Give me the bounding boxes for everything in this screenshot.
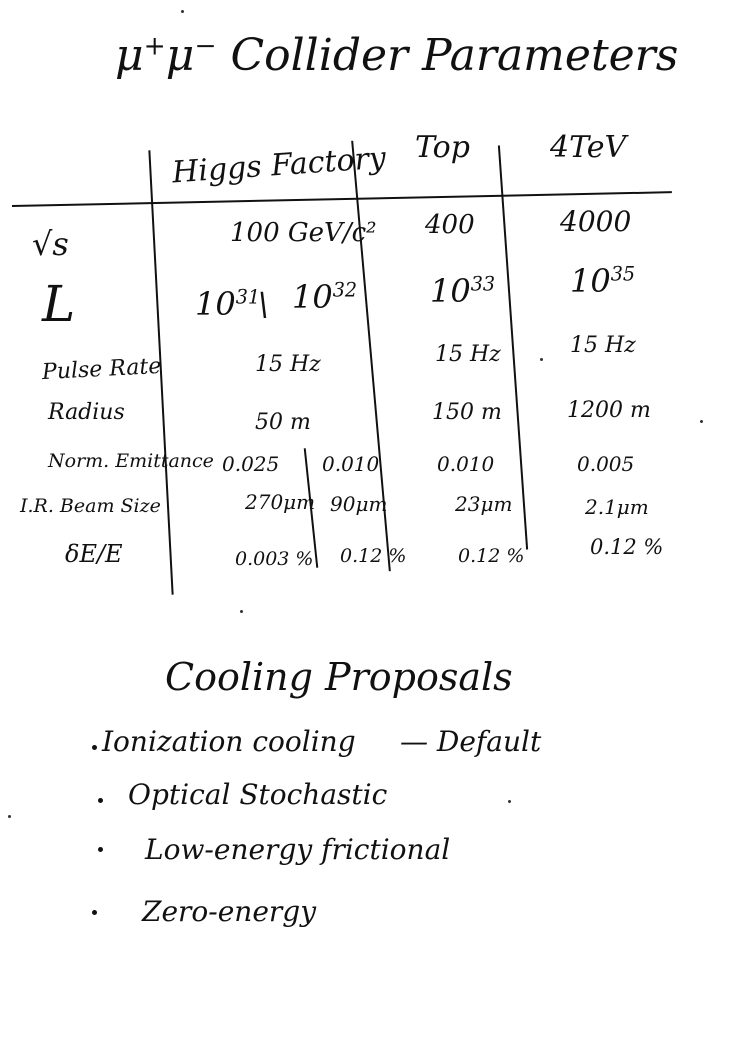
cell-lumi-top: $10^{33}$ <box>430 272 496 310</box>
cell-spread-higgs-a: 0.003 % <box>235 548 314 570</box>
page-title: μ+μ− Collider Parameters <box>115 30 679 81</box>
cell-lumi-higgs-a: $10^{31}$ <box>195 285 261 323</box>
cell-pulse-higgs: 15 Hz <box>255 352 321 377</box>
bullet-dot <box>98 847 103 852</box>
cell-radius-4tev: 1200 m <box>567 398 651 423</box>
bullet-dot <box>92 745 97 750</box>
bullet-dot <box>98 798 103 803</box>
paper-speck <box>8 815 11 818</box>
row-label-luminosity: L <box>42 275 76 333</box>
cell-beam-top: 23μm <box>455 492 513 516</box>
cell-radius-top: 150 m <box>432 400 502 425</box>
row-label-beam-size: I.R. Beam Size <box>20 495 161 517</box>
column-header-top: Top <box>415 130 470 165</box>
cell-emittance-4tev: 0.005 <box>577 452 635 476</box>
cell-emittance-higgs-a: 0.025 <box>222 452 280 476</box>
cell-lumi-higgs-b: $10^{32}$ <box>292 278 358 316</box>
list-item-low-energy: Low-energy frictional <box>145 833 451 866</box>
cell-sqrt-s-top: 400 <box>425 210 475 240</box>
row-label-radius: Radius <box>48 400 125 425</box>
cell-pulse-top: 15 Hz <box>435 342 501 367</box>
cooling-heading: Cooling Proposals <box>165 655 513 699</box>
cell-spread-top: 0.12 % <box>458 545 525 567</box>
column-header-higgs: Higgs Factory <box>171 140 387 191</box>
list-item-default-note: — Default <box>400 725 542 758</box>
lumi-separator: \ <box>258 285 269 323</box>
bullet-dot <box>92 910 97 915</box>
row-label-sqrt-s: √s <box>32 225 69 263</box>
cell-lumi-4tev: $10^{35}$ <box>570 262 636 300</box>
row-label-emittance: Norm. Emittance <box>48 450 214 472</box>
cell-emittance-top: 0.010 <box>437 452 495 476</box>
cell-radius-higgs: 50 m <box>255 410 311 435</box>
paper-speck <box>540 358 543 361</box>
cell-spread-4tev: 0.12 % <box>590 535 664 559</box>
row-label-pulse-rate: Pulse Rate <box>41 353 162 386</box>
cell-pulse-4tev: 15 Hz <box>570 333 636 358</box>
cell-spread-higgs-b: 0.12 % <box>340 545 407 567</box>
cell-beam-higgs-a: 270μm <box>245 490 316 514</box>
cell-beam-higgs-b: 90μm <box>330 492 388 516</box>
cell-emittance-higgs-b: 0.010 <box>322 452 380 476</box>
paper-speck <box>181 10 184 13</box>
column-divider-3 <box>498 145 528 549</box>
cell-sqrt-s-higgs: 100 GeV/c² <box>230 218 377 248</box>
list-item-optical: Optical Stochastic <box>128 778 388 811</box>
paper-speck <box>508 800 511 803</box>
row-label-energy-spread: δE/E <box>65 540 123 568</box>
cell-sqrt-s-4tev: 4000 <box>560 205 632 238</box>
list-item-ionization: Ionization cooling <box>102 725 356 758</box>
paper-speck <box>240 610 243 613</box>
list-item-zero-energy: Zero-energy <box>142 895 317 928</box>
cell-beam-4tev: 2.1μm <box>585 495 649 519</box>
column-header-4tev: 4TeV <box>550 130 627 165</box>
paper-speck <box>700 420 703 423</box>
